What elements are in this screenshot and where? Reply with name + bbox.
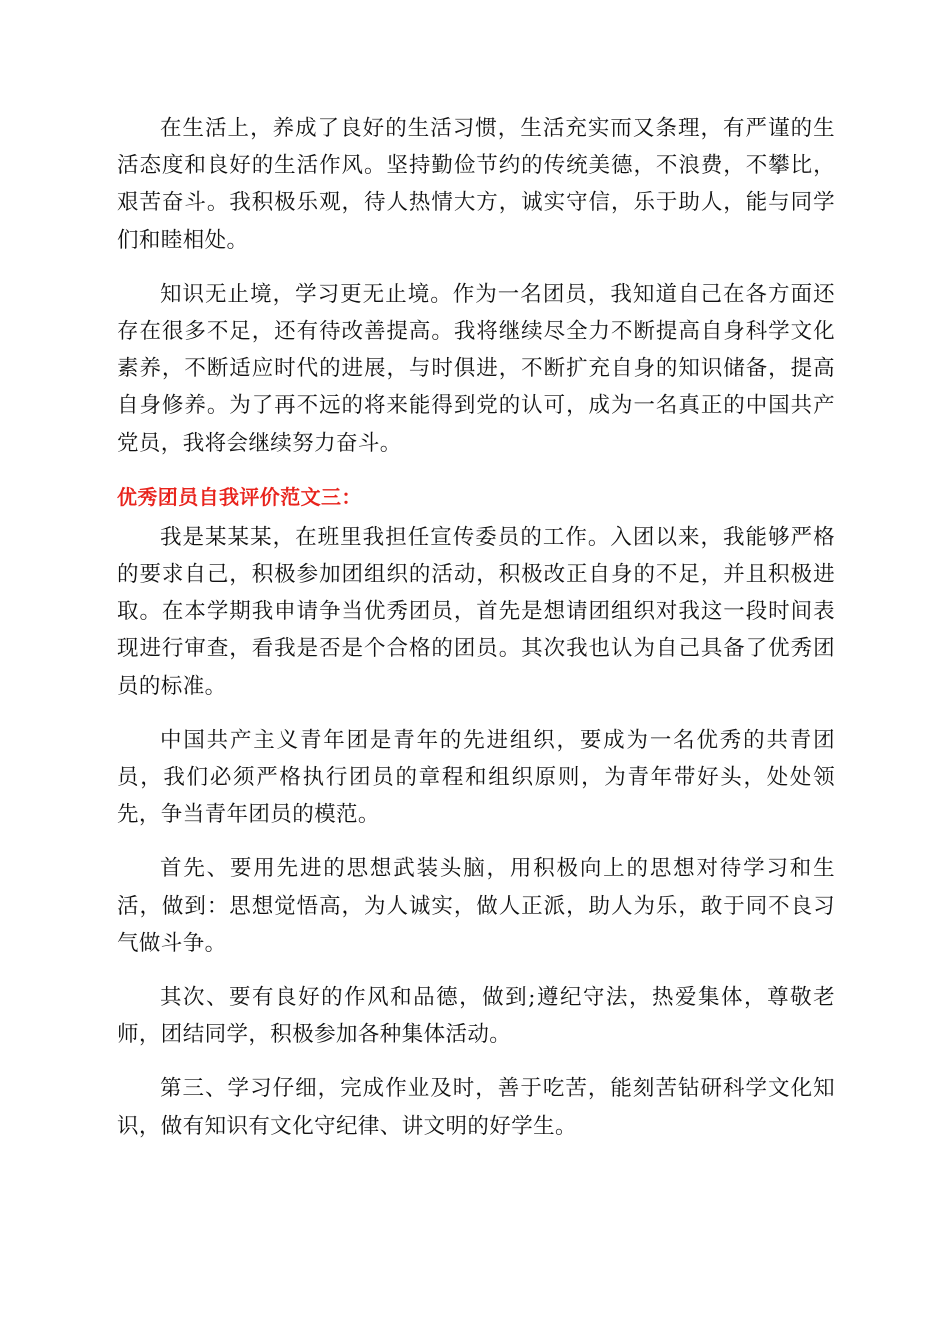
paragraph-third-point: 第三、学习仔细，完成作业及时，善于吃苦，能刻苦钻研科学文化知识，做有知识有文化守纪律、讲文明的好学生。 xyxy=(117,1076,835,1139)
paragraph-introduction: 我是某某某，在班里我担任宣传委员的工作。入团以来，我能够严格的要求自己，积极参加团组织的活动，积极改正自身的不足，并且积极进取。在本学期我申请争当优秀团员，首先是想请团组织对我这一段时间表现进行审查，看我是否是个合格的团员。其次我也认为自己具备了优秀团员的标准。 xyxy=(117,524,835,699)
paragraph-first-point: 首先、要用先进的思想武装头脑，用积极向上的思想对待学习和生活，做到：思想觉悟高，为人诚实，做人正派，助人为乐，敢于同不良习气做斗争。 xyxy=(117,856,835,956)
section-heading: 优秀团员自我评价范文三： xyxy=(117,484,362,509)
paragraph-life-habits: 在生活上，养成了良好的生活习惯，生活充实而又条理，有严谨的生活态度和良好的生活作风。坚持勤俭节约的传统美德，不浪费，不攀比，艰苦奋斗。我积极乐观，待人热情大方，诚实守信，乐于助人，能与同学们和睦相处。 xyxy=(117,116,835,253)
paragraph-second-point: 其次、要有良好的作风和品德，做到;遵纪守法，热爱集体，尊敬老师，团结同学，积极参加各种集体活动。 xyxy=(117,985,835,1048)
document-page xyxy=(117,110,835,1145)
paragraph-youth-league: 中国共产主义青年团是青年的先进组织，要成为一名优秀的共青团员，我们必须严格执行团员的章程和组织原则，为青年带好头，处处领先，争当青年团员的模范。 xyxy=(117,727,835,828)
paragraph-learning: 知识无止境，学习更无止境。作为一名团员，我知道自己在各方面还存在很多不足，还有待改善提高。我将继续尽全力不断提高自身科学文化素养，不断适应时代的进展，与时俱进，不断扩充自身的知识储备，提高自身修养。为了再不远的将来能得到党的认可，成为一名真正的中国共产党员，我将会继续努力奋斗。 xyxy=(117,281,835,456)
